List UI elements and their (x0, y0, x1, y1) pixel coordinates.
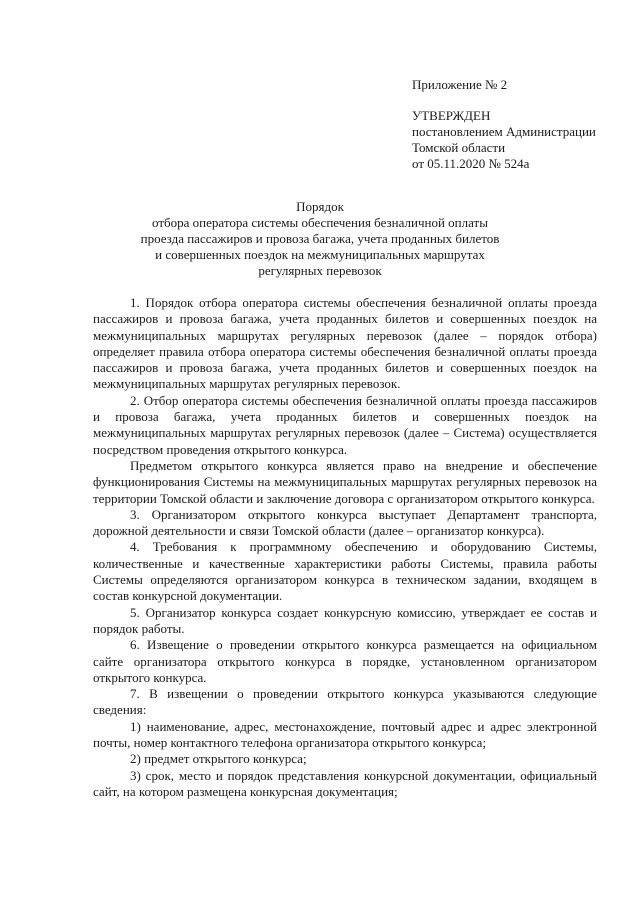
decree-date: от 05.11.2020 № 524а (412, 156, 530, 171)
paragraph: 6. Извещение о проведении открытого конкурса размещается на официальном сайте организатора открытого конкурса в порядке, установленном организатором открытого конкурса. (93, 637, 597, 685)
decree-line: Томской области (412, 140, 506, 155)
title-line: и совершенных поездок на межмуниципальных маршрутах (155, 247, 485, 262)
spacer (412, 93, 622, 108)
paragraph: 7. В извещении о проведении открытого конкурса указываются следующие сведения: (93, 686, 597, 718)
paragraph: 1. Порядок отбора оператора системы обеспечения безналичной оплаты проезда пассажиров и провоза багажа, учета проданных билетов и совершенных поездок на межмуниципальных маршрутах регулярных перевозок (далее – порядок отбора) определяет правила отбора оператора системы обеспечения безналичной оплаты проезда пассажиров и провоза багажа, учета проданных билетов и совершенных поездок на межмуниципальных маршрутах регулярных перевозок. (93, 295, 597, 392)
paragraph: 2. Отбор оператора системы обеспечения безналичной оплаты проезда пассажиров и провоза багажа, учета проданных билетов и совершенных поездок на межмуниципальных маршрутах регулярных перевозок (далее – Система) осуществляется посредством проведения открытого конкурса. (93, 392, 597, 457)
list-item: 2) предмет открытого конкурса; (130, 751, 307, 767)
title-line: регулярных перевозок (258, 263, 382, 278)
decree-line: постановлением Администрации (412, 124, 596, 139)
list-item: 3) срок, место и порядок представления конкурсной документации, официальный сайт, на котором размещена конкурсная документация; (93, 767, 597, 799)
paragraph: 3. Организатором открытого конкурса выступает Департамент транспорта, дорожной деятельности и связи Томской области (далее – организатор конкурса). (93, 506, 597, 539)
paragraph: Предметом открытого конкурса является право на внедрение и обеспечение функционирования Системы на межмуниципальных маршрутах регулярных перевозок на территории Томской области и заключение договора с организатором открытого конкурса. (93, 457, 597, 506)
title-line: проезда пассажиров и провоза багажа, учета проданных билетов (140, 231, 500, 246)
approval-block (412, 77, 622, 172)
paragraph: 4. Требования к программному обеспечению и оборудованию Системы, количественные и качественные характеристики работы Системы, правила работы Системы определяются организатором конкурса в техническом задании, входящем в состав конкурсной документации. (93, 539, 597, 604)
approved-label: УТВЕРЖДЕН (412, 108, 491, 123)
paragraph: 5. Организатор конкурса создает конкурсную комиссию, утверждает ее состав и порядок работы. (93, 604, 597, 636)
title-line: Порядок (296, 199, 344, 214)
list-item: 1) наименование, адрес, местонахождение, почтовый адрес и адрес электронной почты, номер контактного телефона организатора открытого конкурса; (93, 718, 597, 751)
title-line: отбора оператора системы обеспечения безналичной оплаты (152, 215, 488, 230)
appendix-label: Приложение № 2 (412, 77, 508, 92)
document-body (93, 295, 597, 800)
document-title (120, 199, 520, 279)
